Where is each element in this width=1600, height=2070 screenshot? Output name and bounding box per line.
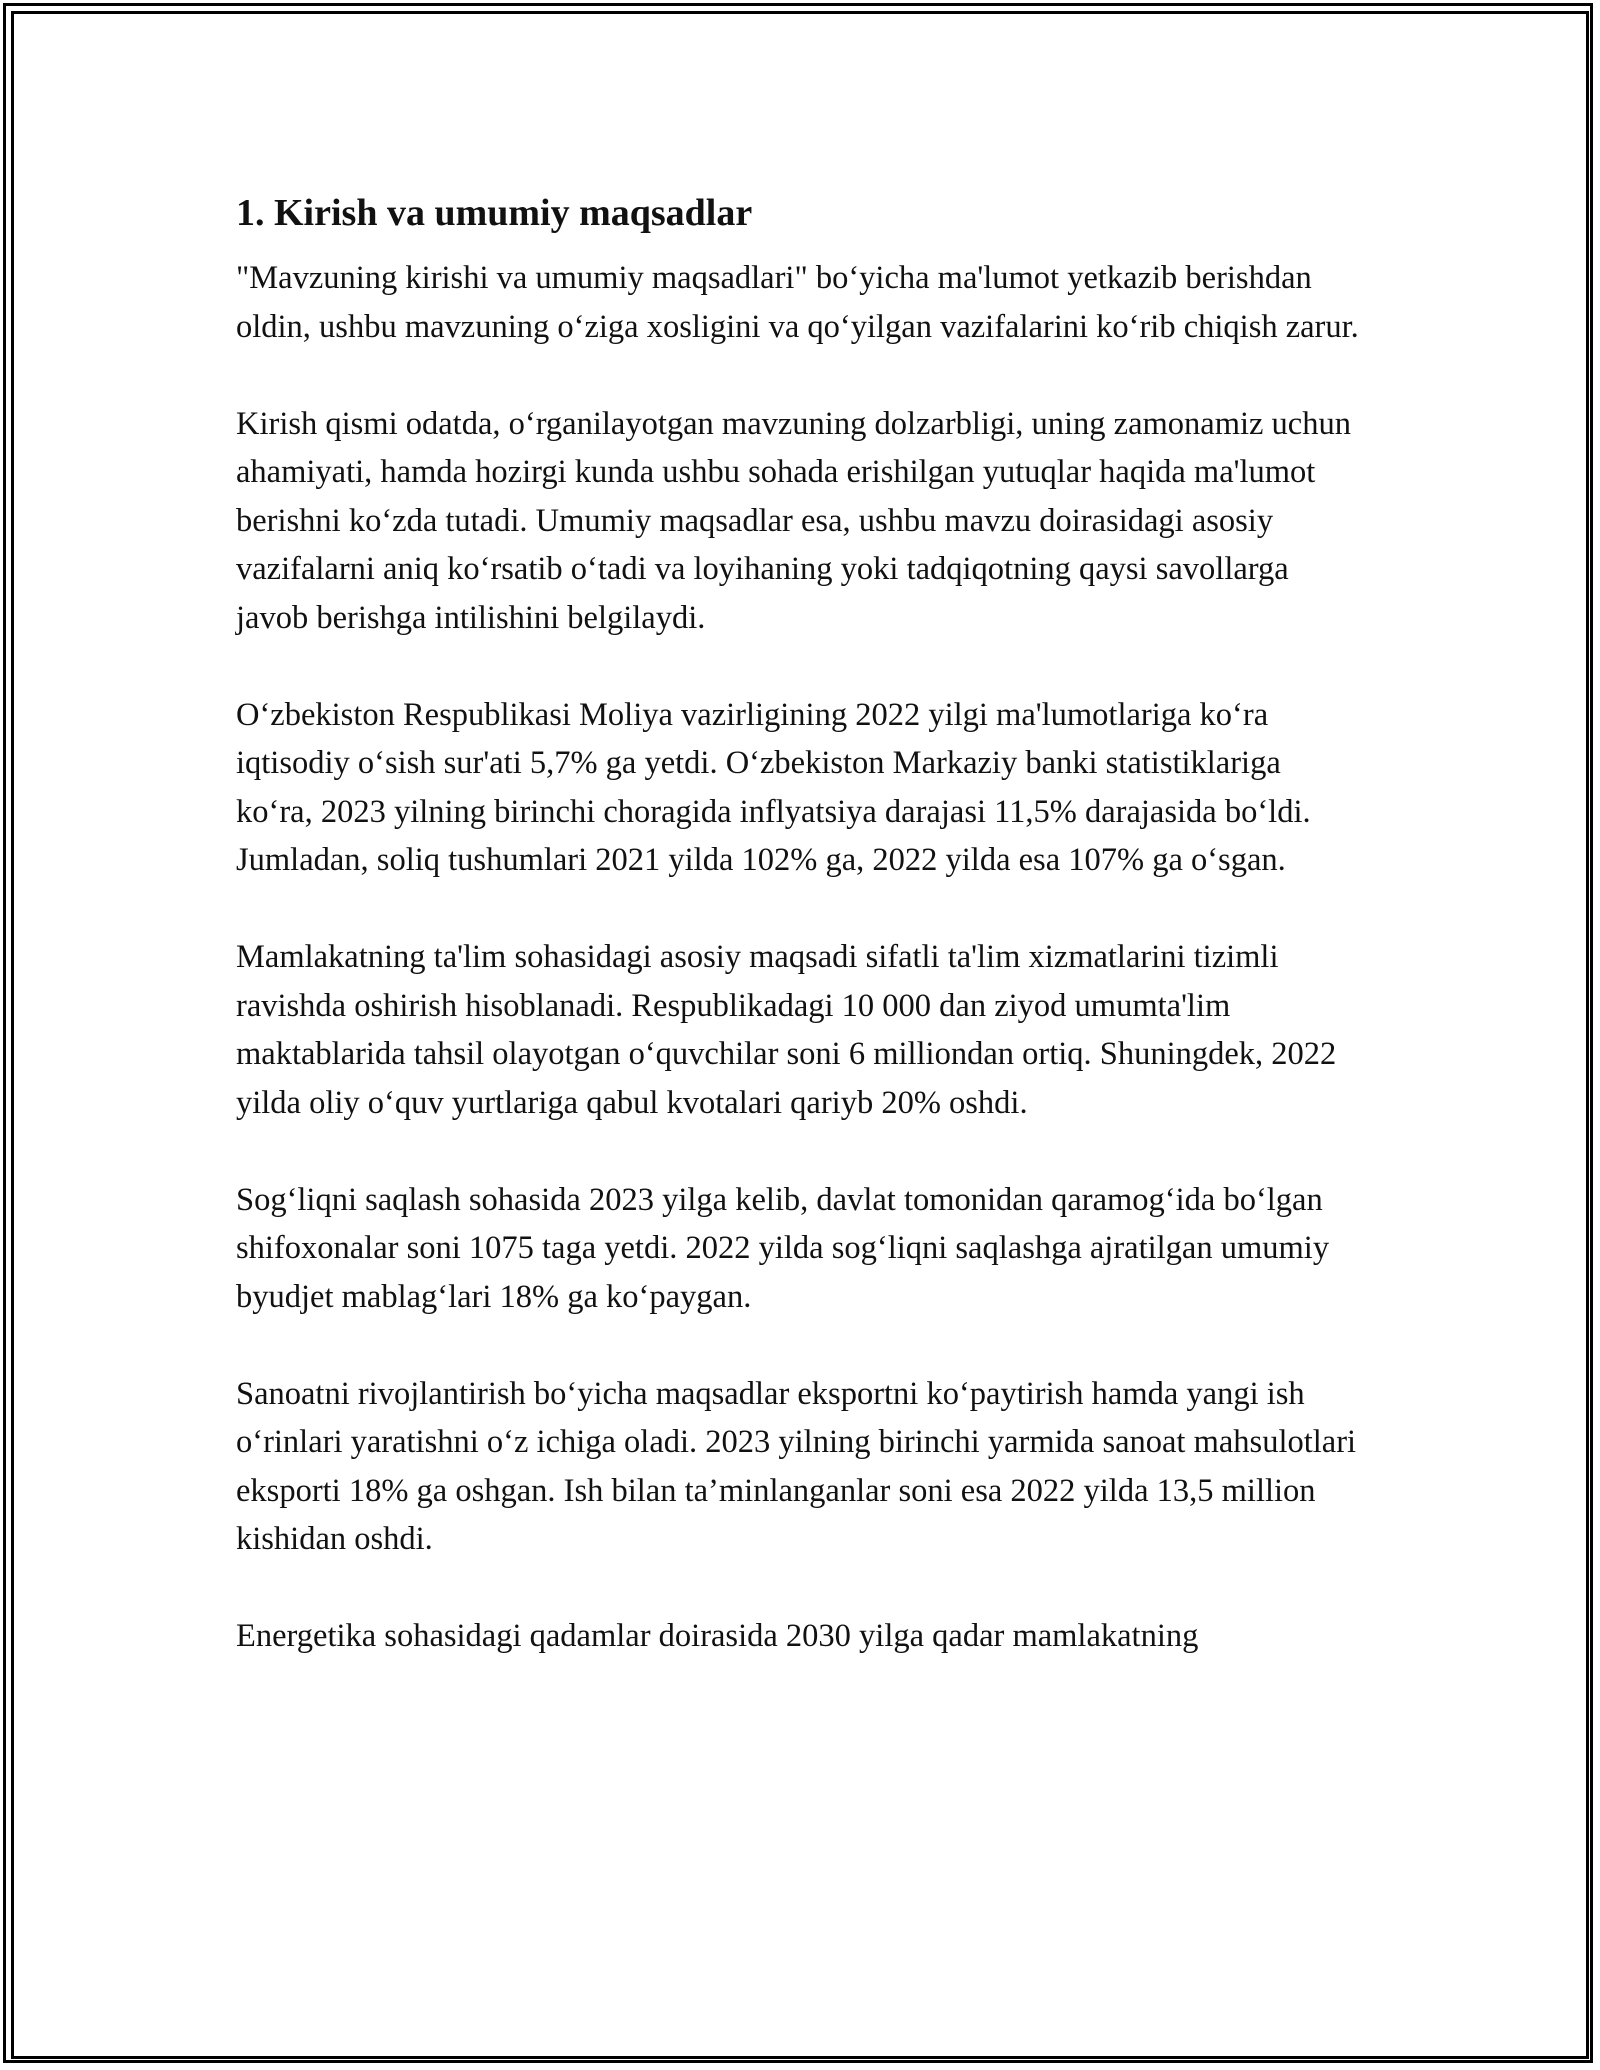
paragraph-education: Mamlakatning ta'lim sohasidagi asosiy maqsadi sifatli ta'lim xizmatlarini tizimli ravishda oshirish hisoblanadi. Respublikadagi 10 000 dan ziyod umumta'lim maktablarida tahsil olayotgan o‘quvchilar soni 6 milliondan ortiq. Shuningdek, 2022 yilda oliy o‘quv yurtlariga qabul kvotalari qariyb 20% oshdi.: [236, 939, 1337, 1121]
paragraph-healthcare: Sog‘liqni saqlash sohasida 2023 yilga kelib, davlat tomonidan qaramog‘ida bo‘lgan shifoxonalar soni 1075 taga yetdi. 2022 yilda sog‘liqni saqlashga ajratilgan umumiy byudjet mablag‘lari 18% ga ko‘paygan.: [236, 1181, 1330, 1315]
section-heading: 1. Kirish va umumiy maqsadlar: [236, 192, 753, 234]
paragraph-introduction-purpose: Kirish qismi odatda, o‘rganilayotgan mavzuning dolzarbligi, uning zamonamiz uchun ahamiyati, hamda hozirgi kunda ushbu sohada erishilgan yutuqlar haqida ma'lumot berishni ko‘zda tutadi. Umumiy maqsadlar esa, ushbu mavzu doirasidagi asosiy vazifalarni aniq ko‘rsatib o‘tadi va loyihaning yoki tadqiqotning qaysi savollarga javob berishga intilishini belgilaydi.: [236, 405, 1351, 636]
paragraph-industry: Sanoatni rivojlantirish bo‘yicha maqsadlar eksportni ko‘paytirish hamda yangi ish o‘rinlari yaratishni o‘z ichiga oladi. 2023 yilning birinchi yarmida sanoat mahsulotlari eksporti 18% ga oshgan. Ish bilan ta’minlanganlar soni esa 2022 yilda 13,5 million kishidan oshdi.: [236, 1375, 1357, 1557]
paragraph-economy: O‘zbekiston Respublikasi Moliya vazirligining 2022 yilgi ma'lumotlariga ko‘ra iqtisodiy o‘sish sur'ati 5,7% ga yetdi. O‘zbekiston Markaziy banki statistiklariga ko‘ra, 2023 yilning birinchi choragida inflyatsiya darajasi 11,5% darajasida bo‘ldi. Jumladan, soliq tushumlari 2021 yilda 102% ga, 2022 yilda esa 107% ga o‘sgan.: [236, 696, 1311, 878]
paragraph-intro: "Mavzuning kirishi va umumiy maqsadlari" bo‘yicha ma'lumot yetkazib berishdan oldin, ushbu mavzuning o‘ziga xosligini va qo‘yilgan vazifalarini ko‘rib chiqish zarur.: [236, 260, 1359, 345]
document-body: [236, 186, 1361, 1709]
paragraph-energy: Energetika sohasidagi qadamlar doirasida 2030 yilga qadar mamlakatning: [236, 1618, 1199, 1654]
